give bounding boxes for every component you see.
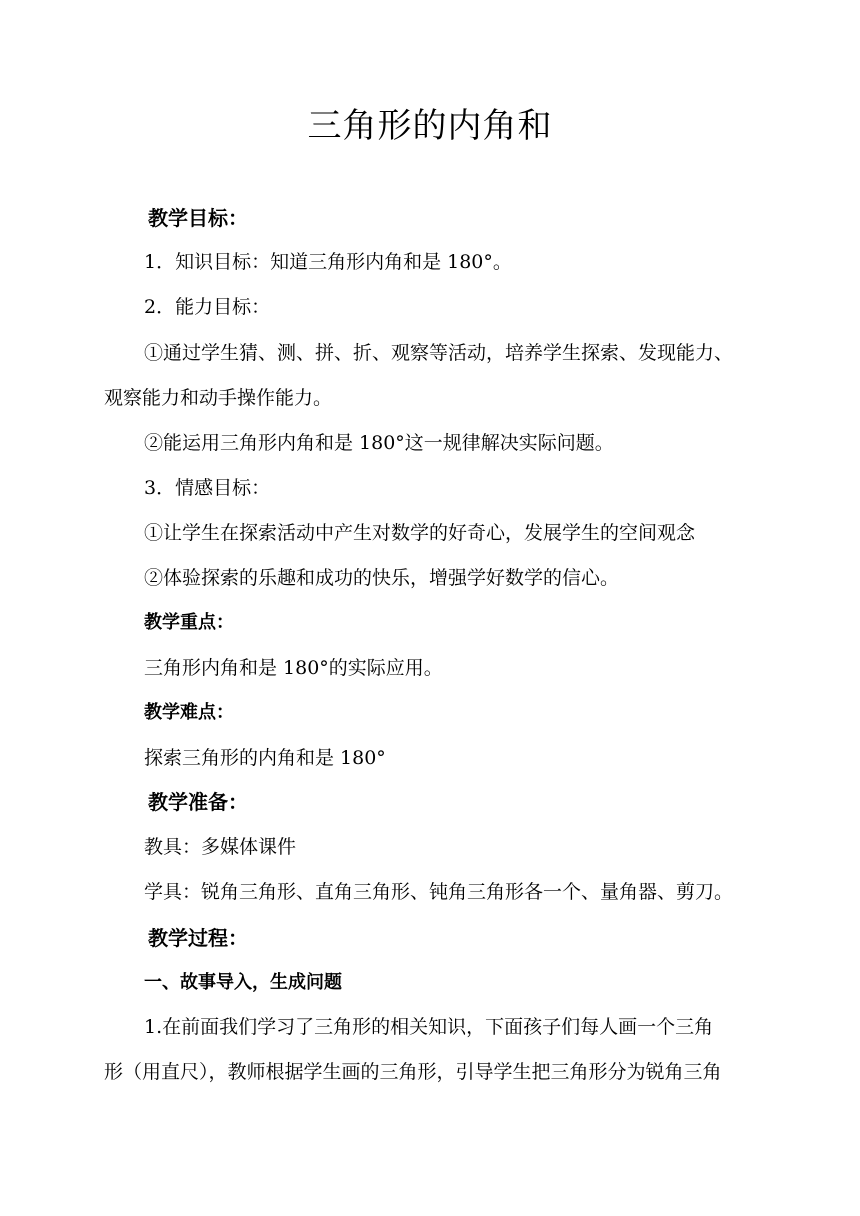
objective-ability-item-1-continued: 观察能力和动手操作能力。 [104,387,333,409]
process-step-1-paragraph-continued: 形（用直尺），教师根据学生画的三角形，引导学生把三角形分为锐角三角 [104,1061,722,1083]
section-heading-difficult-point: 教学难点： [144,702,234,723]
key-point-text: 三角形内角和是 180°的实际应用。 [144,657,443,679]
process-step-1-paragraph: 1.在前面我们学习了三角形的相关知识，下面孩子们每人画一个三角 [144,1016,714,1038]
objective-knowledge: 1．知识目标：知道三角形内角和是 180°。 [144,251,512,273]
objective-emotion-heading: 3．情感目标： [144,477,271,499]
section-heading-preparation: 教学准备： [148,790,248,814]
section-heading-objectives: 教学目标： [148,206,248,230]
document-title: 三角形的内角和 [307,106,553,146]
objective-emotion-item-2: ②体验探索的乐趣和成功的快乐，增强学好数学的信心。 [144,567,620,589]
objective-emotion-item-1: ①让学生在探索活动中产生对数学的好奇心，发展学生的空间观念 [144,522,696,544]
objective-ability-item-2: ②能运用三角形内角和是 180°这一规律解决实际问题。 [144,432,614,454]
objective-ability-heading: 2．能力目标： [144,296,271,318]
difficult-point-text: 探索三角形的内角和是 180° [144,747,386,769]
section-heading-key-point: 教学重点： [144,612,234,633]
objective-ability-item-1: ①通过学生猜、测、拼、折、观察等活动，培养学生探索、发现能力、 [144,342,734,364]
section-heading-process: 教学过程： [148,926,248,950]
preparation-learning-aids: 学具：锐角三角形、直角三角形、钝角三角形各一个、量角器、剪刀。 [144,881,734,903]
preparation-teaching-aids: 教具：多媒体课件 [144,836,297,858]
process-step-1-heading: 一、故事导入，生成问题 [144,972,342,993]
